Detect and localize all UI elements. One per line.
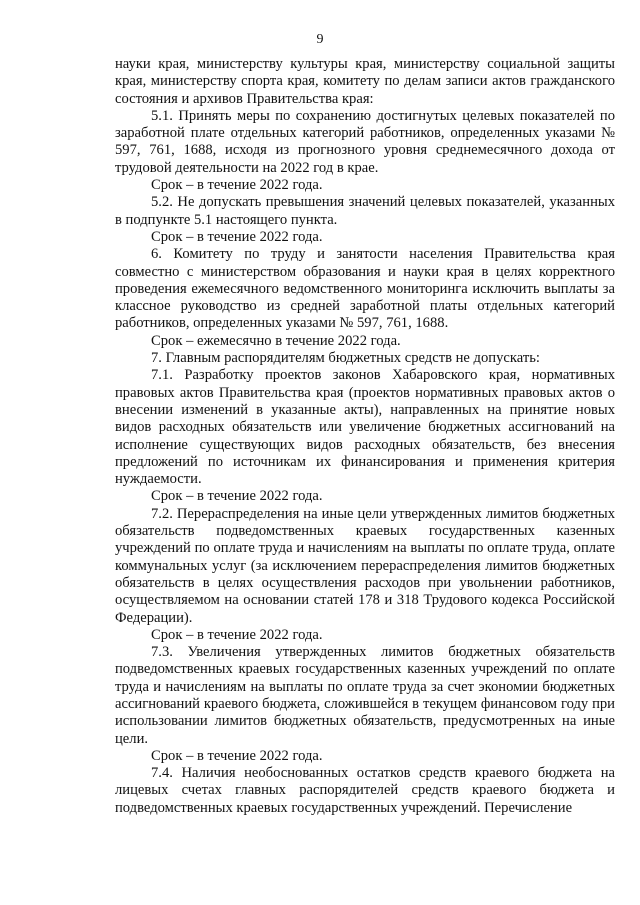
paragraph-5-1: 5.1. Принять меры по сохранению достигнутых целевых показателей по заработной плате отдельных категорий работников, определенных указами № 597, 761, 1688, исходя из прогнозного уровня среднемесячного дохода от трудовой деятельности на 2022 год в крае.: [115, 107, 615, 176]
paragraph-6: 6. Комитету по труду и занятости населения Правительства края совместно с министерством образования и науки края в целях корректного проведения ежемесячного ведомственного мониторинга исключить выплаты за классное руководство из средней заработной платы отдельных категорий работников, определенных указами № 597, 761, 1688.: [115, 246, 615, 332]
deadline-5-1: Срок – в течение 2022 года.: [151, 177, 323, 194]
paragraph-7-2: 7.2. Перераспределения на иные цели утвержденных лимитов бюджетных обязательств подведомственных краевых государственных казенных учреждений по оплате труда и начислениям на выплаты по оплате труда, оплате коммунальных услуг (за исключением перераспределения лимитов бюджетных обязательств в целях осуществления расходов при увольнении работников, осуществляемом на основании статей 178 и 318 Трудового кодекса Российской Федерации).: [115, 505, 615, 626]
deadline-7-3: Срок – в течение 2022 года.: [151, 747, 323, 764]
document-body: [115, 56, 615, 817]
deadline-7-1: Срок – в течение 2022 года.: [151, 488, 323, 505]
deadline-6: Срок – ежемесячно в течение 2022 года.: [151, 332, 401, 349]
paragraph-7: 7. Главным распорядителям бюджетных средств не допускать:: [151, 350, 540, 367]
paragraph-intro: науки края, министерству культуры края, министерству социальной защиты края, министерству спорта края, комитету по делам записи актов гражданского состояния и архивов Правительства края:: [115, 56, 615, 107]
deadline-5-2: Срок – в течение 2022 года.: [151, 228, 323, 245]
page-number: 9: [316, 32, 324, 47]
paragraph-7-4: 7.4. Наличия необоснованных остатков средств краевого бюджета на лицевых счетах главных распорядителей средств краевого бюджета и подведомственных краевых государственных учреждений. Перечисление: [115, 765, 615, 816]
paragraph-7-1: 7.1. Разработку проектов законов Хабаровского края, нормативных правовых актов Правительства края (проектов нормативных правовых актов о внесении изменений в указанные акты), направленных на принятие новых видов расходных обязательств или увеличение бюджетных ассигнований на исполнение существующих видов расходных обязательств, без внесения предложений по источникам их финансирования и применения критерия нуждаемости.: [115, 367, 615, 488]
paragraph-7-3: 7.3. Увеличения утвержденных лимитов бюджетных обязательств подведомственных краевых государственных казенных учреждений по оплате труда и начислениям на выплаты по оплате труда за счет экономии бюджетных ассигнований краевого бюджета, сложившейся в текущем финансовом году при использовании лимитов бюджетных обязательств, предусмотренных на иные цели.: [115, 644, 615, 747]
deadline-7-2: Срок – в течение 2022 года.: [151, 626, 323, 643]
paragraph-5-2: 5.2. Не допускать превышения значений целевых показателей, указанных в подпункте 5.1 настоящего пункта.: [115, 194, 615, 228]
